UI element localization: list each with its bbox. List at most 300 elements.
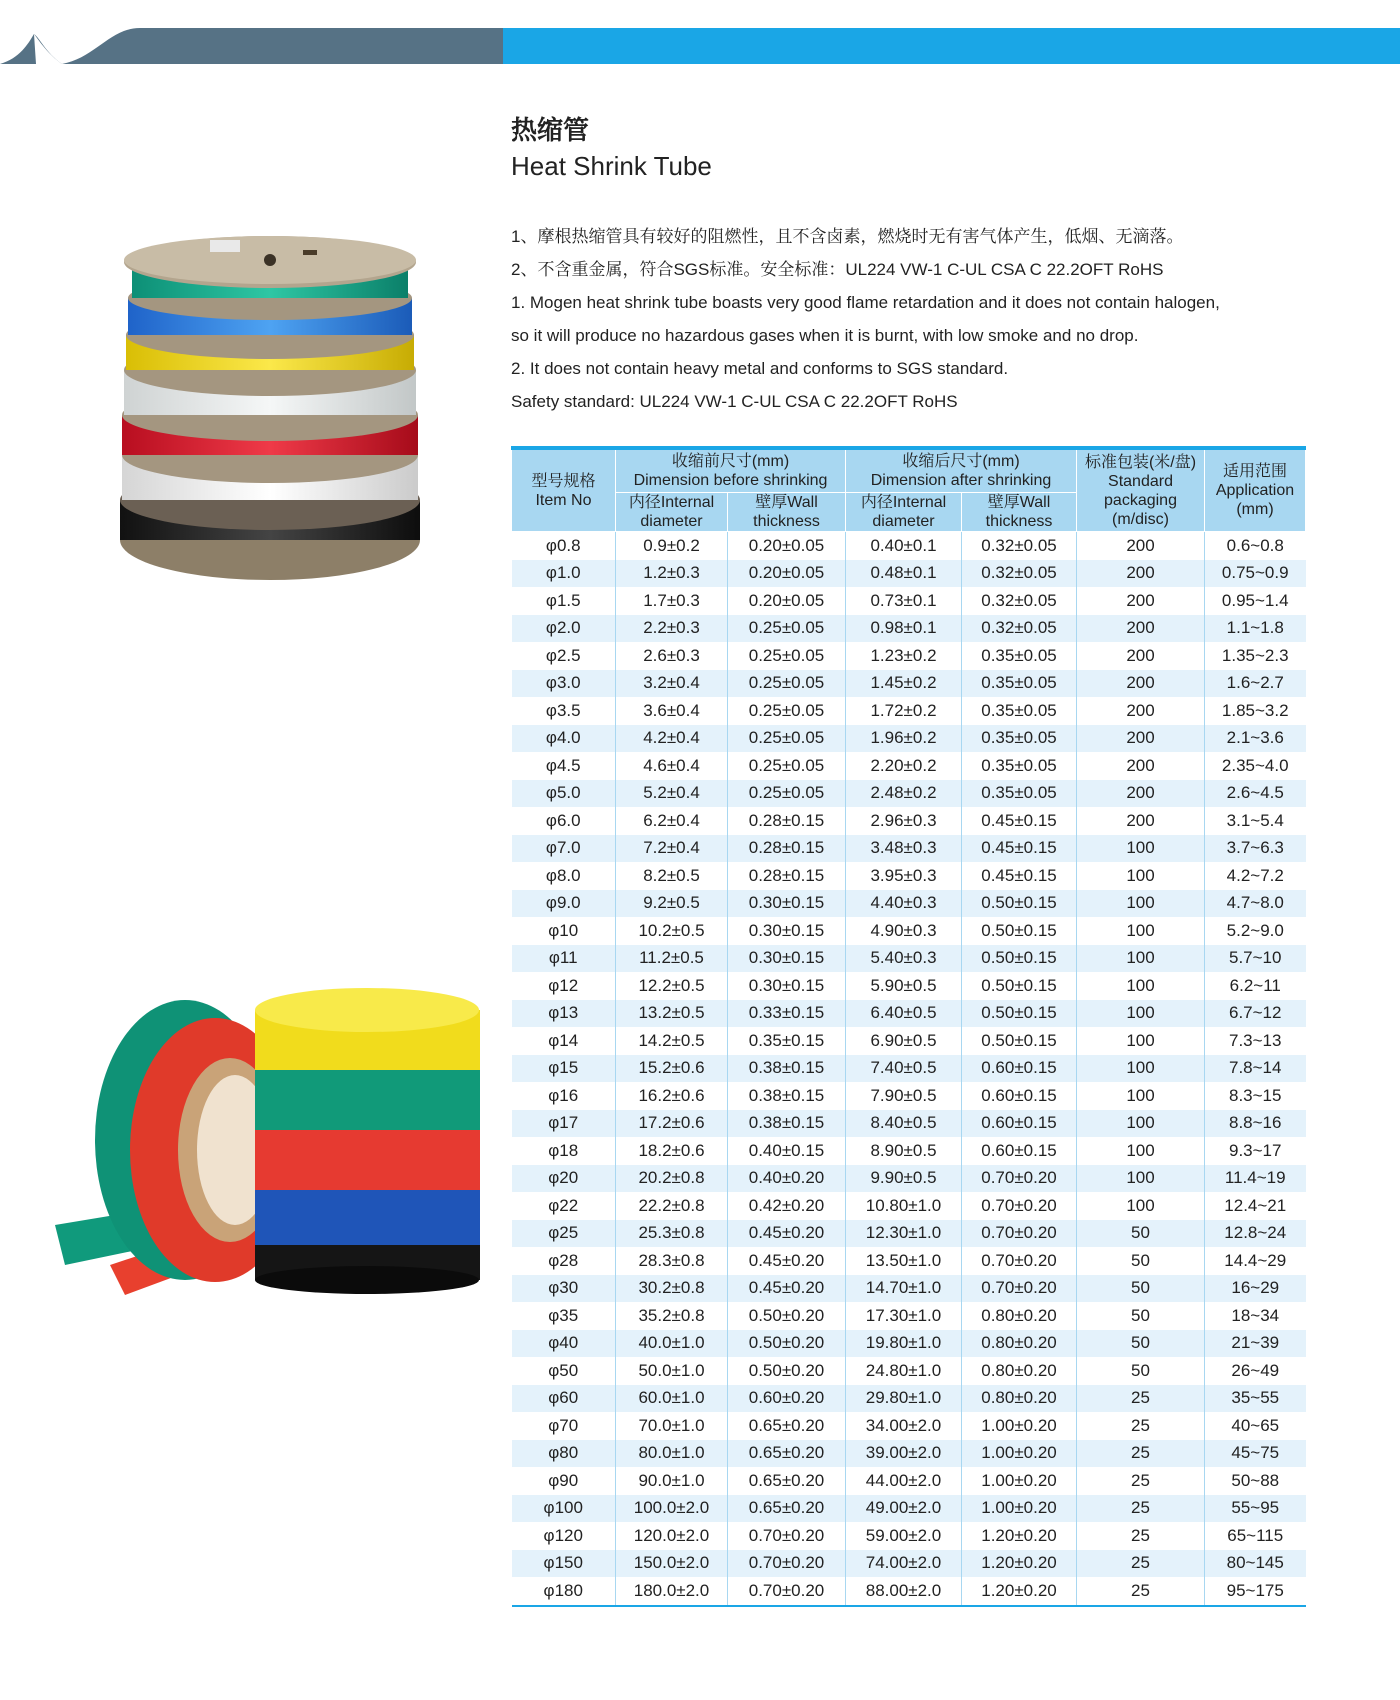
before-wall-cell: 0.42±0.20 xyxy=(728,1192,846,1220)
after-wall-cell: 0.50±0.15 xyxy=(962,890,1077,918)
before-id-cell: 18.2±0.6 xyxy=(616,1137,728,1165)
before-wall-cell: 0.45±0.20 xyxy=(728,1220,846,1248)
after-wall-cell: 1.00±0.20 xyxy=(962,1440,1077,1468)
before-wall-cell: 0.65±0.20 xyxy=(728,1495,846,1523)
after-id-cell: 74.00±2.0 xyxy=(846,1550,962,1578)
item-no-cell: φ10 xyxy=(512,917,616,945)
after-wall-cell: 1.00±0.20 xyxy=(962,1412,1077,1440)
application-cell: 11.4~19 xyxy=(1205,1165,1306,1193)
header-after: 收缩后尺寸(mm) Dimension after shrinking xyxy=(846,448,1077,493)
before-wall-cell: 0.25±0.05 xyxy=(728,725,846,753)
before-id-cell: 120.0±2.0 xyxy=(616,1522,728,1550)
after-wall-cell: 1.00±0.20 xyxy=(962,1467,1077,1495)
application-cell: 0.6~0.8 xyxy=(1205,532,1306,560)
after-id-cell: 7.40±0.5 xyxy=(846,1055,962,1083)
after-id-cell: 5.40±0.3 xyxy=(846,945,962,973)
table-row xyxy=(512,972,1306,1000)
application-cell: 3.1~5.4 xyxy=(1205,807,1306,835)
after-wall-cell: 0.50±0.15 xyxy=(962,945,1077,973)
item-no-cell: φ28 xyxy=(512,1247,616,1275)
application-cell: 7.3~13 xyxy=(1205,1027,1306,1055)
after-id-cell: 8.40±0.5 xyxy=(846,1110,962,1138)
after-wall-cell: 0.70±0.20 xyxy=(962,1220,1077,1248)
before-id-cell: 1.2±0.3 xyxy=(616,560,728,588)
after-id-cell: 0.48±0.1 xyxy=(846,560,962,588)
after-id-cell: 7.90±0.5 xyxy=(846,1082,962,1110)
before-wall-cell: 0.40±0.15 xyxy=(728,1137,846,1165)
before-wall-cell: 0.50±0.20 xyxy=(728,1357,846,1385)
application-cell: 8.3~15 xyxy=(1205,1082,1306,1110)
table-row xyxy=(512,1467,1306,1495)
before-wall-cell: 0.60±0.20 xyxy=(728,1385,846,1413)
application-cell: 16~29 xyxy=(1205,1275,1306,1303)
packaging-cell: 200 xyxy=(1077,780,1205,808)
table-row xyxy=(512,1522,1306,1550)
before-wall-cell: 0.38±0.15 xyxy=(728,1055,846,1083)
application-cell: 7.8~14 xyxy=(1205,1055,1306,1083)
after-id-cell: 1.96±0.2 xyxy=(846,725,962,753)
after-wall-cell: 0.80±0.20 xyxy=(962,1385,1077,1413)
application-cell: 35~55 xyxy=(1205,1385,1306,1413)
after-wall-cell: 0.35±0.05 xyxy=(962,725,1077,753)
before-wall-cell: 0.30±0.15 xyxy=(728,945,846,973)
packaging-cell: 100 xyxy=(1077,972,1205,1000)
table-row xyxy=(512,670,1306,698)
header-band xyxy=(0,28,1400,64)
item-no-cell: φ4.5 xyxy=(512,752,616,780)
packaging-cell: 25 xyxy=(1077,1412,1205,1440)
packaging-cell: 25 xyxy=(1077,1467,1205,1495)
description-line: Safety standard: UL224 VW-1 C-UL CSA C 22.2OFT RoHS xyxy=(511,392,958,411)
before-id-cell: 1.7±0.3 xyxy=(616,587,728,615)
item-no-cell: φ60 xyxy=(512,1385,616,1413)
after-wall-cell: 0.60±0.15 xyxy=(962,1055,1077,1083)
application-cell: 5.7~10 xyxy=(1205,945,1306,973)
after-id-cell: 34.00±2.0 xyxy=(846,1412,962,1440)
packaging-cell: 200 xyxy=(1077,532,1205,560)
after-id-cell: 39.00±2.0 xyxy=(846,1440,962,1468)
item-no-cell: φ180 xyxy=(512,1577,616,1606)
table-row xyxy=(512,1110,1306,1138)
table-row xyxy=(512,1220,1306,1248)
after-id-cell: 6.90±0.5 xyxy=(846,1027,962,1055)
table-row xyxy=(512,1412,1306,1440)
table-row xyxy=(512,1330,1306,1358)
after-id-cell: 44.00±2.0 xyxy=(846,1467,962,1495)
description-line: 1. Mogen heat shrink tube boasts very good flame retardation and it does not contain halogen, xyxy=(511,293,1220,312)
header-after-wall: 壁厚Wall thickness xyxy=(962,493,1077,532)
before-id-cell: 20.2±0.8 xyxy=(616,1165,728,1193)
packaging-cell: 25 xyxy=(1077,1577,1205,1606)
application-cell: 26~49 xyxy=(1205,1357,1306,1385)
after-wall-cell: 0.70±0.20 xyxy=(962,1275,1077,1303)
application-cell: 4.7~8.0 xyxy=(1205,890,1306,918)
after-id-cell: 3.95±0.3 xyxy=(846,862,962,890)
after-id-cell: 0.98±0.1 xyxy=(846,615,962,643)
packaging-cell: 100 xyxy=(1077,1027,1205,1055)
item-no-cell: φ30 xyxy=(512,1275,616,1303)
before-id-cell: 14.2±0.5 xyxy=(616,1027,728,1055)
after-wall-cell: 0.45±0.15 xyxy=(962,807,1077,835)
before-id-cell: 9.2±0.5 xyxy=(616,890,728,918)
table-row xyxy=(512,752,1306,780)
after-id-cell: 29.80±1.0 xyxy=(846,1385,962,1413)
before-wall-cell: 0.25±0.05 xyxy=(728,670,846,698)
after-id-cell: 4.40±0.3 xyxy=(846,890,962,918)
item-no-cell: φ2.0 xyxy=(512,615,616,643)
item-no-cell: φ8.0 xyxy=(512,862,616,890)
after-wall-cell: 0.70±0.20 xyxy=(962,1247,1077,1275)
after-id-cell: 5.90±0.5 xyxy=(846,972,962,1000)
before-id-cell: 60.0±1.0 xyxy=(616,1385,728,1413)
header-after-id: 内径Internal diameter xyxy=(846,493,962,532)
before-id-cell: 70.0±1.0 xyxy=(616,1412,728,1440)
application-cell: 3.7~6.3 xyxy=(1205,835,1306,863)
packaging-cell: 50 xyxy=(1077,1357,1205,1385)
table-row xyxy=(512,1550,1306,1578)
before-wall-cell: 0.50±0.20 xyxy=(728,1302,846,1330)
table-row xyxy=(512,1000,1306,1028)
item-no-cell: φ90 xyxy=(512,1467,616,1495)
application-cell: 2.1~3.6 xyxy=(1205,725,1306,753)
application-cell: 80~145 xyxy=(1205,1550,1306,1578)
after-wall-cell: 0.35±0.05 xyxy=(962,697,1077,725)
after-wall-cell: 0.35±0.05 xyxy=(962,752,1077,780)
after-id-cell: 2.96±0.3 xyxy=(846,807,962,835)
after-wall-cell: 0.35±0.05 xyxy=(962,670,1077,698)
table-row xyxy=(512,1357,1306,1385)
item-no-cell: φ0.8 xyxy=(512,532,616,560)
packaging-cell: 50 xyxy=(1077,1330,1205,1358)
packaging-cell: 100 xyxy=(1077,890,1205,918)
after-id-cell: 4.90±0.3 xyxy=(846,917,962,945)
packaging-cell: 200 xyxy=(1077,670,1205,698)
packaging-cell: 100 xyxy=(1077,862,1205,890)
after-wall-cell: 0.60±0.15 xyxy=(962,1082,1077,1110)
packaging-cell: 100 xyxy=(1077,945,1205,973)
packaging-cell: 200 xyxy=(1077,642,1205,670)
before-wall-cell: 0.25±0.05 xyxy=(728,752,846,780)
item-no-cell: φ5.0 xyxy=(512,780,616,808)
item-no-cell: φ12 xyxy=(512,972,616,1000)
table-row xyxy=(512,587,1306,615)
before-wall-cell: 0.20±0.05 xyxy=(728,532,846,560)
before-wall-cell: 0.25±0.05 xyxy=(728,642,846,670)
table-row xyxy=(512,780,1306,808)
item-no-cell: φ15 xyxy=(512,1055,616,1083)
before-wall-cell: 0.25±0.05 xyxy=(728,615,846,643)
table-row xyxy=(512,725,1306,753)
before-wall-cell: 0.65±0.20 xyxy=(728,1467,846,1495)
spec-table xyxy=(511,446,1306,1607)
before-id-cell: 4.6±0.4 xyxy=(616,752,728,780)
description-line: 1、摩根热缩管具有较好的阻燃性，且不含卤素，燃烧时无有害气体产生，低烟、无滴落。 xyxy=(511,227,1184,246)
after-wall-cell: 0.32±0.05 xyxy=(962,532,1077,560)
application-cell: 9.3~17 xyxy=(1205,1137,1306,1165)
table-row xyxy=(512,1440,1306,1468)
before-id-cell: 6.2±0.4 xyxy=(616,807,728,835)
table-row xyxy=(512,532,1306,560)
after-wall-cell: 1.20±0.20 xyxy=(962,1522,1077,1550)
before-id-cell: 80.0±1.0 xyxy=(616,1440,728,1468)
before-wall-cell: 0.38±0.15 xyxy=(728,1082,846,1110)
before-wall-cell: 0.30±0.15 xyxy=(728,917,846,945)
application-cell: 1.35~2.3 xyxy=(1205,642,1306,670)
packaging-cell: 25 xyxy=(1077,1440,1205,1468)
before-id-cell: 11.2±0.5 xyxy=(616,945,728,973)
after-id-cell: 8.90±0.5 xyxy=(846,1137,962,1165)
before-wall-cell: 0.70±0.20 xyxy=(728,1550,846,1578)
header-band-light xyxy=(503,28,1400,64)
packaging-cell: 100 xyxy=(1077,1055,1205,1083)
before-wall-cell: 0.38±0.15 xyxy=(728,1110,846,1138)
after-wall-cell: 1.20±0.20 xyxy=(962,1550,1077,1578)
before-id-cell: 10.2±0.5 xyxy=(616,917,728,945)
spec-table-body xyxy=(512,532,1306,1606)
item-no-cell: φ20 xyxy=(512,1165,616,1193)
item-no-cell: φ7.0 xyxy=(512,835,616,863)
packaging-cell: 25 xyxy=(1077,1495,1205,1523)
description-line: 2. It does not contain heavy metal and conforms to SGS standard. xyxy=(511,359,1009,378)
packaging-cell: 100 xyxy=(1077,917,1205,945)
packaging-cell: 100 xyxy=(1077,1000,1205,1028)
table-row xyxy=(512,615,1306,643)
after-wall-cell: 0.32±0.05 xyxy=(962,560,1077,588)
table-row xyxy=(512,1275,1306,1303)
before-wall-cell: 0.70±0.20 xyxy=(728,1522,846,1550)
packaging-cell: 50 xyxy=(1077,1302,1205,1330)
before-id-cell: 25.3±0.8 xyxy=(616,1220,728,1248)
page-title-en: Heat Shrink Tube xyxy=(511,151,712,181)
item-no-cell: φ4.0 xyxy=(512,725,616,753)
before-id-cell: 150.0±2.0 xyxy=(616,1550,728,1578)
application-cell: 0.75~0.9 xyxy=(1205,560,1306,588)
before-id-cell: 5.2±0.4 xyxy=(616,780,728,808)
before-id-cell: 17.2±0.6 xyxy=(616,1110,728,1138)
packaging-cell: 200 xyxy=(1077,615,1205,643)
packaging-cell: 200 xyxy=(1077,587,1205,615)
header-item-no: 型号规格 Item No xyxy=(512,448,616,532)
before-wall-cell: 0.28±0.15 xyxy=(728,835,846,863)
after-id-cell: 9.90±0.5 xyxy=(846,1165,962,1193)
application-cell: 14.4~29 xyxy=(1205,1247,1306,1275)
item-no-cell: φ18 xyxy=(512,1137,616,1165)
before-id-cell: 8.2±0.5 xyxy=(616,862,728,890)
item-no-cell: φ22 xyxy=(512,1192,616,1220)
before-wall-cell: 0.20±0.05 xyxy=(728,560,846,588)
rolls-product-image xyxy=(55,965,485,1295)
table-row xyxy=(512,807,1306,835)
packaging-cell: 50 xyxy=(1077,1220,1205,1248)
application-cell: 2.6~4.5 xyxy=(1205,780,1306,808)
table-row xyxy=(512,1027,1306,1055)
packaging-cell: 200 xyxy=(1077,560,1205,588)
header-application: 适用范围 Application (mm) xyxy=(1205,448,1306,532)
before-wall-cell: 0.25±0.05 xyxy=(728,780,846,808)
packaging-cell: 100 xyxy=(1077,835,1205,863)
header-before-wall: 壁厚Wall thickness xyxy=(728,493,846,532)
before-id-cell: 35.2±0.8 xyxy=(616,1302,728,1330)
application-cell: 50~88 xyxy=(1205,1467,1306,1495)
product-description xyxy=(511,220,1311,418)
after-wall-cell: 1.20±0.20 xyxy=(962,1577,1077,1606)
item-no-cell: φ1.0 xyxy=(512,560,616,588)
item-no-cell: φ9.0 xyxy=(512,890,616,918)
table-row xyxy=(512,1577,1306,1606)
before-wall-cell: 0.33±0.15 xyxy=(728,1000,846,1028)
after-wall-cell: 0.35±0.05 xyxy=(962,642,1077,670)
after-id-cell: 59.00±2.0 xyxy=(846,1522,962,1550)
application-cell: 55~95 xyxy=(1205,1495,1306,1523)
before-id-cell: 16.2±0.6 xyxy=(616,1082,728,1110)
after-id-cell: 0.73±0.1 xyxy=(846,587,962,615)
after-id-cell: 24.80±1.0 xyxy=(846,1357,962,1385)
before-id-cell: 13.2±0.5 xyxy=(616,1000,728,1028)
after-wall-cell: 0.70±0.20 xyxy=(962,1192,1077,1220)
table-row xyxy=(512,1137,1306,1165)
packaging-cell: 25 xyxy=(1077,1550,1205,1578)
packaging-cell: 25 xyxy=(1077,1522,1205,1550)
packaging-cell: 25 xyxy=(1077,1385,1205,1413)
item-no-cell: φ6.0 xyxy=(512,807,616,835)
table-row xyxy=(512,1302,1306,1330)
header-packaging: 标准包装(米/盘) Standard packaging (m/disc) xyxy=(1077,448,1205,532)
after-wall-cell: 0.60±0.15 xyxy=(962,1110,1077,1138)
before-id-cell: 50.0±1.0 xyxy=(616,1357,728,1385)
before-id-cell: 30.2±0.8 xyxy=(616,1275,728,1303)
after-id-cell: 88.00±2.0 xyxy=(846,1577,962,1606)
header-before: 收缩前尺寸(mm) Dimension before shrinking xyxy=(616,448,846,493)
after-wall-cell: 0.60±0.15 xyxy=(962,1137,1077,1165)
after-wall-cell: 0.80±0.20 xyxy=(962,1302,1077,1330)
item-no-cell: φ16 xyxy=(512,1082,616,1110)
after-id-cell: 2.48±0.2 xyxy=(846,780,962,808)
after-id-cell: 17.30±1.0 xyxy=(846,1302,962,1330)
after-id-cell: 2.20±0.2 xyxy=(846,752,962,780)
description-line: 2、不含重金属，符合SGS标准。安全标准：UL224 VW-1 C-UL CSA C 22.2OFT RoHS xyxy=(511,260,1164,279)
application-cell: 1.6~2.7 xyxy=(1205,670,1306,698)
application-cell: 95~175 xyxy=(1205,1577,1306,1606)
item-no-cell: φ80 xyxy=(512,1440,616,1468)
after-id-cell: 13.50±1.0 xyxy=(846,1247,962,1275)
after-wall-cell: 0.70±0.20 xyxy=(962,1165,1077,1193)
after-wall-cell: 1.00±0.20 xyxy=(962,1495,1077,1523)
table-row xyxy=(512,1082,1306,1110)
before-wall-cell: 0.25±0.05 xyxy=(728,697,846,725)
after-id-cell: 1.23±0.2 xyxy=(846,642,962,670)
before-id-cell: 4.2±0.4 xyxy=(616,725,728,753)
application-cell: 1.85~3.2 xyxy=(1205,697,1306,725)
after-id-cell: 0.40±0.1 xyxy=(846,532,962,560)
before-wall-cell: 0.65±0.20 xyxy=(728,1440,846,1468)
before-wall-cell: 0.28±0.15 xyxy=(728,807,846,835)
before-wall-cell: 0.20±0.05 xyxy=(728,587,846,615)
application-cell: 12.8~24 xyxy=(1205,1220,1306,1248)
item-no-cell: φ120 xyxy=(512,1522,616,1550)
packaging-cell: 100 xyxy=(1077,1082,1205,1110)
header-notch-shape xyxy=(0,28,140,64)
after-id-cell: 1.72±0.2 xyxy=(846,697,962,725)
before-id-cell: 28.3±0.8 xyxy=(616,1247,728,1275)
item-no-cell: φ2.5 xyxy=(512,642,616,670)
table-row xyxy=(512,835,1306,863)
item-no-cell: φ100 xyxy=(512,1495,616,1523)
before-id-cell: 180.0±2.0 xyxy=(616,1577,728,1606)
before-wall-cell: 0.40±0.20 xyxy=(728,1165,846,1193)
before-wall-cell: 0.70±0.20 xyxy=(728,1577,846,1606)
packaging-cell: 50 xyxy=(1077,1275,1205,1303)
packaging-cell: 100 xyxy=(1077,1110,1205,1138)
application-cell: 0.95~1.4 xyxy=(1205,587,1306,615)
before-id-cell: 90.0±1.0 xyxy=(616,1467,728,1495)
packaging-cell: 100 xyxy=(1077,1192,1205,1220)
table-row xyxy=(512,1385,1306,1413)
table-row xyxy=(512,945,1306,973)
after-id-cell: 19.80±1.0 xyxy=(846,1330,962,1358)
after-id-cell: 6.40±0.5 xyxy=(846,1000,962,1028)
table-row xyxy=(512,890,1306,918)
packaging-cell: 200 xyxy=(1077,725,1205,753)
item-no-cell: φ25 xyxy=(512,1220,616,1248)
description-line: so it will produce no hazardous gases when it is burnt, with low smoke and no drop. xyxy=(511,326,1139,345)
packaging-cell: 200 xyxy=(1077,752,1205,780)
application-cell: 18~34 xyxy=(1205,1302,1306,1330)
application-cell: 6.7~12 xyxy=(1205,1000,1306,1028)
before-wall-cell: 0.45±0.20 xyxy=(728,1275,846,1303)
application-cell: 40~65 xyxy=(1205,1412,1306,1440)
item-no-cell: φ150 xyxy=(512,1550,616,1578)
table-row xyxy=(512,1165,1306,1193)
item-no-cell: φ3.0 xyxy=(512,670,616,698)
before-id-cell: 22.2±0.8 xyxy=(616,1192,728,1220)
item-no-cell: φ40 xyxy=(512,1330,616,1358)
application-cell: 8.8~16 xyxy=(1205,1110,1306,1138)
application-cell: 65~115 xyxy=(1205,1522,1306,1550)
item-no-cell: φ11 xyxy=(512,945,616,973)
table-row xyxy=(512,917,1306,945)
application-cell: 1.1~1.8 xyxy=(1205,615,1306,643)
after-id-cell: 3.48±0.3 xyxy=(846,835,962,863)
before-id-cell: 3.2±0.4 xyxy=(616,670,728,698)
item-no-cell: φ14 xyxy=(512,1027,616,1055)
application-cell: 21~39 xyxy=(1205,1330,1306,1358)
after-wall-cell: 0.32±0.05 xyxy=(962,615,1077,643)
application-cell: 4.2~7.2 xyxy=(1205,862,1306,890)
before-wall-cell: 0.50±0.20 xyxy=(728,1330,846,1358)
application-cell: 6.2~11 xyxy=(1205,972,1306,1000)
packaging-cell: 50 xyxy=(1077,1247,1205,1275)
table-row xyxy=(512,697,1306,725)
before-wall-cell: 0.28±0.15 xyxy=(728,862,846,890)
after-wall-cell: 0.80±0.20 xyxy=(962,1330,1077,1358)
before-id-cell: 3.6±0.4 xyxy=(616,697,728,725)
after-wall-cell: 0.45±0.15 xyxy=(962,835,1077,863)
after-id-cell: 12.30±1.0 xyxy=(846,1220,962,1248)
after-wall-cell: 0.80±0.20 xyxy=(962,1357,1077,1385)
table-row xyxy=(512,642,1306,670)
after-wall-cell: 0.32±0.05 xyxy=(962,587,1077,615)
after-id-cell: 14.70±1.0 xyxy=(846,1275,962,1303)
before-wall-cell: 0.30±0.15 xyxy=(728,972,846,1000)
before-id-cell: 2.2±0.3 xyxy=(616,615,728,643)
application-cell: 12.4~21 xyxy=(1205,1192,1306,1220)
table-row xyxy=(512,1247,1306,1275)
item-no-cell: φ50 xyxy=(512,1357,616,1385)
before-id-cell: 15.2±0.6 xyxy=(616,1055,728,1083)
header-before-id: 内径Internal diameter xyxy=(616,493,728,532)
after-id-cell: 49.00±2.0 xyxy=(846,1495,962,1523)
spool-product-image xyxy=(60,230,480,650)
